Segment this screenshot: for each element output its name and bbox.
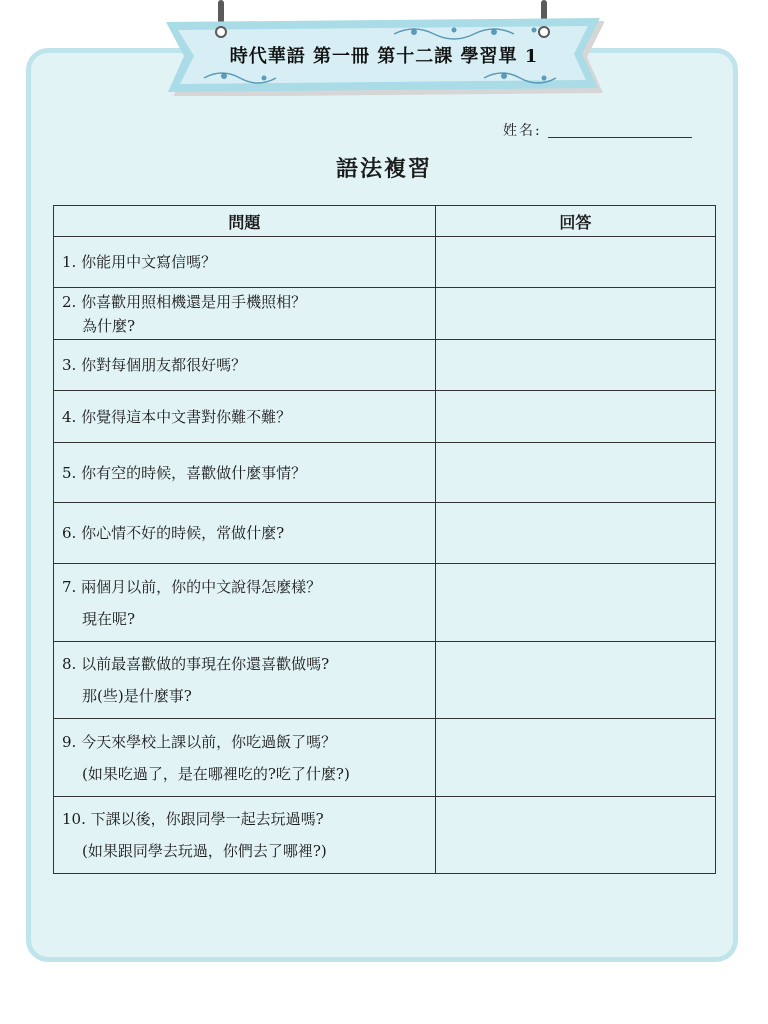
table-row: [54, 237, 716, 288]
table-row: [54, 340, 716, 391]
question-cell: [54, 391, 436, 443]
name-input-line[interactable]: [548, 137, 692, 138]
table-header-row: [54, 206, 716, 237]
answer-cell[interactable]: [435, 391, 715, 443]
question-cell: [54, 288, 436, 340]
question-subtext: 為什麼?: [82, 316, 136, 335]
question-text: 2. 你喜歡用照相機還是用手機照相？: [62, 292, 307, 311]
header-question: 問題: [54, 206, 436, 237]
table-row: [54, 642, 716, 719]
question-subtext: 現在呢?: [82, 609, 136, 628]
question-subtext: 那(些)是什麼事?: [82, 687, 192, 705]
table-row: [54, 797, 716, 874]
question-cell: [54, 237, 436, 288]
table-row: [54, 443, 716, 503]
question-text: 9. 今天來學校上課以前，你吃過飯了嗎？: [62, 732, 337, 751]
table-row: [54, 391, 716, 443]
answer-cell[interactable]: [435, 340, 715, 391]
question-cell: [54, 564, 436, 642]
name-label: 姓名:: [503, 123, 542, 139]
question-answer-table: [53, 205, 716, 874]
question-text: 1. 你能用中文寫信嗎？: [62, 253, 217, 271]
question-text: 7. 兩個月以前，你的中文說得怎麼樣？: [62, 577, 322, 596]
header-answer: 回答: [435, 206, 715, 237]
hanger-ring-right: [538, 26, 550, 38]
hanger-ring-left: [215, 26, 227, 38]
question-text: 6. 你心情不好的時候，常做什麼?: [62, 524, 285, 542]
answer-cell[interactable]: [435, 642, 715, 719]
answer-cell[interactable]: [435, 719, 715, 797]
question-text: 10. 下課以後，你跟同學一起去玩過嗎?: [62, 810, 324, 828]
table-row: [54, 503, 716, 564]
table-row: [54, 564, 716, 642]
question-cell: [54, 797, 436, 874]
question-subtext: (如果吃過了，是在哪裡吃的?吃了什麼?): [82, 764, 350, 783]
section-title: 語法複習: [335, 156, 432, 182]
answer-cell[interactable]: [435, 797, 715, 874]
question-cell: [54, 340, 436, 391]
question-cell: [54, 719, 436, 797]
answer-cell[interactable]: [435, 564, 715, 642]
answer-cell[interactable]: [435, 237, 715, 288]
question-text: 3. 你對每個朋友都很好嗎？: [62, 356, 247, 374]
answer-cell[interactable]: [435, 503, 715, 564]
worksheet-title: 時代華語 第一冊 第十二課 學習單 1: [229, 46, 539, 67]
table-row: [54, 288, 716, 340]
question-cell: [54, 642, 436, 719]
answer-cell[interactable]: [435, 288, 715, 340]
question-text: 5. 你有空的時候，喜歡做什麼事情？: [62, 463, 307, 482]
question-subtext: (如果跟同學去玩過，你們去了哪裡?): [82, 842, 327, 860]
question-text: 8. 以前最喜歡做的事現在你還喜歡做嗎?: [62, 655, 330, 673]
question-cell: [54, 443, 436, 503]
question-cell: [54, 503, 436, 564]
answer-cell[interactable]: [435, 443, 715, 503]
table-row: [54, 719, 716, 797]
question-text: 4. 你覺得這本中文書對你難不難？: [62, 407, 292, 426]
